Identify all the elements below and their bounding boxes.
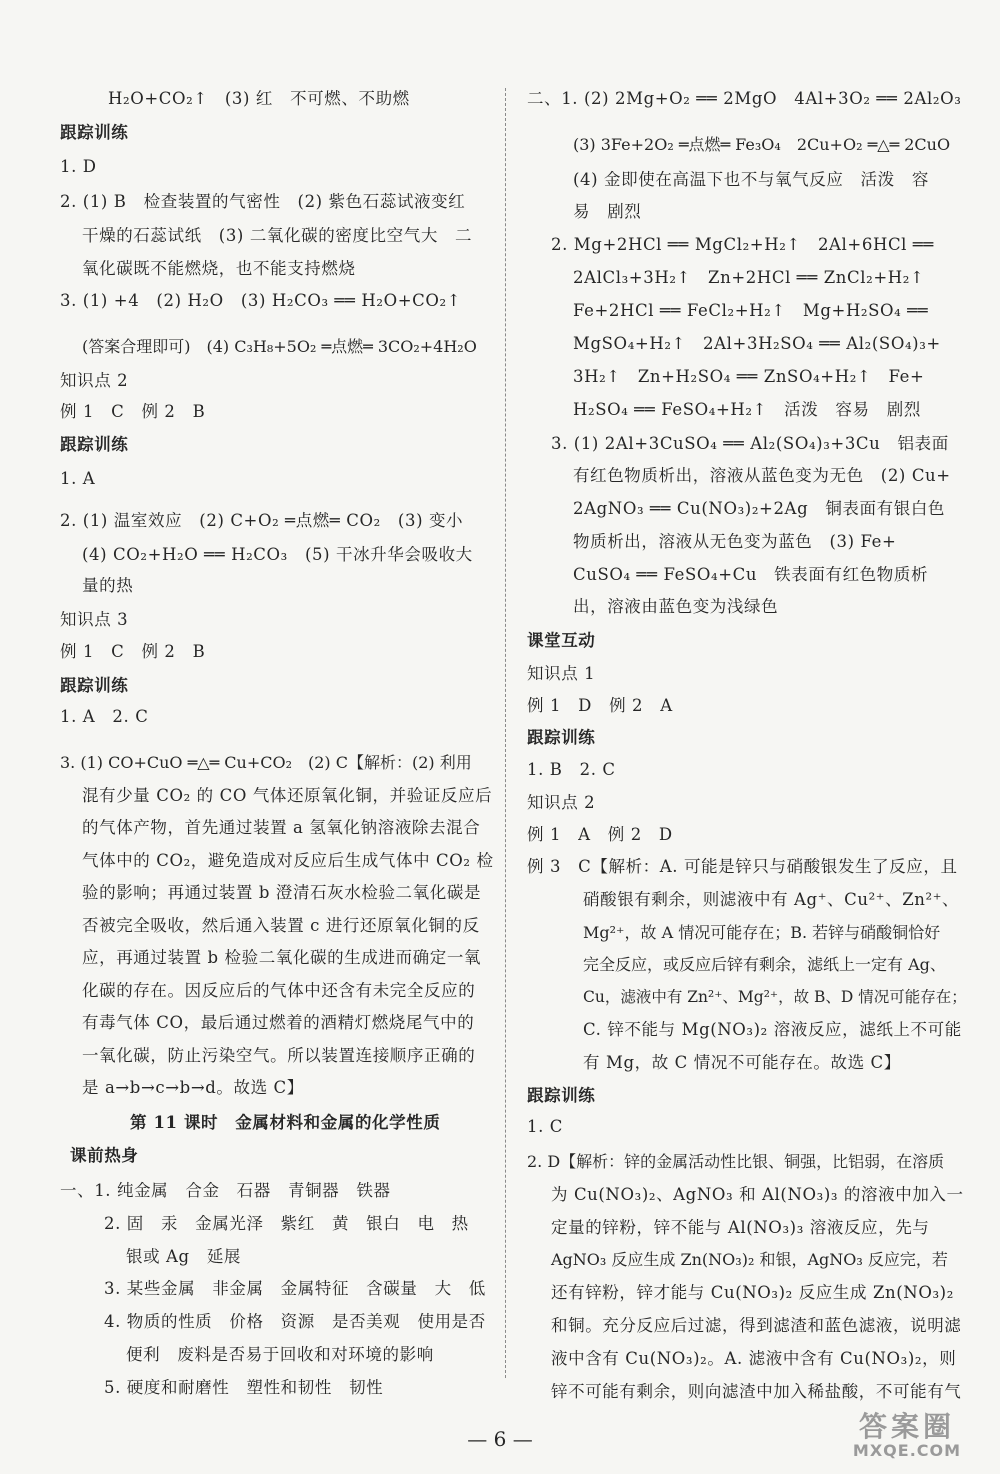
answer-line: 1. A [60, 469, 96, 488]
text-line: 有 Mg，故 C 情况不可能存在。故选 C】 [583, 1053, 901, 1072]
text-line: 混有少量 CO₂ 的 CO 气体还原氧化铜，并验证反应后 [82, 786, 493, 805]
column-divider [505, 88, 506, 1378]
text-line: Fe+2HCl ══ FeCl₂+H₂↑ Mg+H₂SO₄ ══ [573, 301, 929, 320]
text-line: 一氧化碳，防止污染空气。所以装置连接顺序正确的 [82, 1046, 476, 1065]
text-line: 便利 废料是否易于回收和对环境的影响 [126, 1345, 434, 1364]
subheading: 知识点 3 [60, 610, 129, 629]
text-line: 硝酸银有剩余，则滤液中有 Ag⁺、Cu²⁺、Zn²⁺、 [583, 890, 960, 909]
section-heading: 跟踪训练 [527, 728, 596, 747]
text-line: 的气体产物，首先通过装置 a 氢氧化钠溶液除去混合 [82, 818, 481, 837]
text-line: 否被完全吸收，然后通入装置 c 进行还原氧化铜的反 [82, 916, 480, 935]
answer-line: 1. B 2. C [527, 760, 616, 779]
section-heading: 课堂互动 [527, 631, 596, 650]
text-line: 2AgNO₃ ══ Cu(NO₃)₂+2Ag 铜表面有银白色 [573, 499, 946, 518]
answer-line: 例 1 A 例 2 D [527, 825, 673, 844]
answer-line: 3. (1) CO+CuO ═△═ Cu+CO₂ (2) C【解析：(2) 利用 [60, 753, 472, 772]
text-line: (4) CO₂+H₂O ══ H₂CO₃ (5) 干冰升华会吸收大 [82, 545, 473, 564]
answer-line: 4. 物质的性质 价格 资源 是否美观 使用是否 [104, 1312, 486, 1331]
text-line: (3) 3Fe+2O₂ ═点燃═ Fe₃O₄ 2Cu+O₂ ═△═ 2CuO [573, 135, 951, 154]
answer-line: 2. (1) 温室效应 (2) C+O₂ ═点燃═ CO₂ (3) 变小 [60, 511, 464, 530]
text-line: 验的影响；再通过装置 b 澄清石灰水检验二氧化碳是 [82, 883, 482, 902]
answer-line: 5. 硬度和耐磨性 塑性和韧性 韧性 [104, 1378, 384, 1397]
text-line: (答案合理即可) (4) C₃H₈+5O₂ ═点燃═ 3CO₂+4H₂O [82, 337, 477, 356]
text-line: 有红色物质析出，溶液从蓝色变为无色 (2) Cu+ [573, 466, 951, 485]
watermark-bottom: MXQE.COM [852, 1441, 962, 1460]
answer-line: 3. (1) 2Al+3CuSO₄ ══ Al₂(SO₄)₃+3Cu 铝表面 [551, 434, 949, 453]
text-line: AgNO₃ 反应生成 Zn(NO₃)₂ 和银，AgNO₃ 反应完，若 [551, 1250, 948, 1269]
answer-line: 例 1 C 例 2 B [60, 642, 206, 661]
text-line: 出，溶液由蓝色变为浅绿色 [573, 597, 779, 616]
text-line: 完全反应，或反应后锌有剩余，滤纸上一定有 Ag、 [583, 955, 946, 974]
answer-line: 1. C [527, 1117, 564, 1136]
section-heading: 跟踪训练 [60, 123, 129, 142]
text-line: 定量的锌粉，锌不能与 Al(NO₃)₃ 溶液反应，先与 [551, 1218, 930, 1237]
answer-line: 2. Mg+2HCl ══ MgCl₂+H₂↑ 2Al+6HCl ══ [551, 235, 934, 254]
answer-line: 2. (1) B 检查装置的气密性 (2) 紫色石蕊试液变红 [60, 192, 466, 211]
text-line: 锌不可能有剩余，则向滤渣中加入稀盐酸，不可能有气 [551, 1382, 962, 1401]
text-line: 和铜。充分反应后过滤，得到滤渣和蓝色滤液，说明滤 [551, 1316, 962, 1335]
text-line: 化碳的存在。因反应后的气体中还含有未完全反应的 [82, 981, 476, 1000]
answer-line: 1. A 2. C [60, 707, 149, 726]
text-line: (4) 金即使在高温下也不与氧气反应 活泼 容 [573, 170, 929, 189]
text-line: Cu，滤液中有 Zn²⁺、Mg²⁺，故 B、D 情况可能存在； [583, 988, 967, 1006]
text-line: 液中含有 Cu(NO₃)₂。A. 滤液中含有 Cu(NO₃)₂，则 [551, 1349, 957, 1368]
subheading: 知识点 2 [60, 371, 129, 390]
section-heading: 跟踪训练 [527, 1086, 596, 1105]
text-line: 干燥的石蕊试纸 (3) 二氧化碳的密度比空气大 二 [82, 226, 473, 245]
subheading: 知识点 2 [527, 793, 596, 812]
section-heading: 课前热身 [70, 1146, 139, 1165]
text-line: C. 锌不能与 Mg(NO₃)₂ 溶液反应，滤纸上不可能 [583, 1020, 962, 1039]
watermark-top: 答案圈 [858, 1410, 955, 1443]
answer-line: 二、1. (2) 2Mg+O₂ ══ 2MgO 4Al+3O₂ ══ 2Al₂O₃ [527, 89, 962, 108]
text-line: 还有锌粉，锌才能与 Cu(NO₃)₂ 反应生成 Zn(NO₃)₂ [551, 1283, 954, 1302]
page-number: — 6 — [467, 1427, 533, 1451]
text-line: MgSO₄+H₂↑ 2Al+3H₂SO₄ ══ Al₂(SO₄)₃+ [573, 334, 941, 353]
answer-line: 例 3 C【解析：A. 可能是锌只与硝酸银发生了反应，且 [527, 857, 958, 876]
text-line: Mg²⁺，故 A 情况可能存在；B. 若锌与硝酸铜恰好 [583, 923, 941, 942]
text-line: H₂SO₄ ══ FeSO₄+H₂↑ 活泼 容易 剧烈 [573, 400, 921, 419]
lesson-title: 第 11 课时 金属材料和金属的化学性质 [130, 1113, 441, 1132]
text-line: 应，再通过装置 b 检验二氧化碳的生成进而确定一氧 [82, 948, 482, 967]
text-line: CuSO₄ ══ FeSO₄+Cu 铁表面有红色物质析 [573, 565, 929, 584]
text-line: 物质析出，溶液从无色变为蓝色 (3) Fe+ [573, 532, 897, 551]
text-line: 是 a→b→c→b→d。故选 C】 [82, 1078, 304, 1097]
subheading: 知识点 1 [527, 664, 596, 683]
text-line: 量的热 [82, 576, 134, 595]
watermark-logo [832, 1412, 982, 1466]
answer-line: 2. D【解析：锌的金属活动性比银、铜强，比铝弱，在溶质 [527, 1152, 945, 1171]
text-line: 3H₂↑ Zn+H₂SO₄ ══ ZnSO₄+H₂↑ Fe+ [573, 367, 925, 386]
answer-line: 例 1 C 例 2 B [60, 402, 206, 421]
answer-line: 3. (1) +4 (2) H₂O (3) H₂CO₃ ══ H₂O+CO₂↑ [60, 291, 462, 310]
text-line: 2AlCl₃+3H₂↑ Zn+2HCl ══ ZnCl₂+H₂↑ [573, 268, 925, 287]
text-line: 银或 Ag 延展 [126, 1247, 242, 1266]
text-line: 氧化碳既不能燃烧，也不能支持燃烧 [82, 259, 356, 278]
text-line: 为 Cu(NO₃)₂、AgNO₃ 和 Al(NO₃)₃ 的溶液中加入一 [551, 1185, 964, 1204]
text-line: H₂O+CO₂↑ (3) 红 不可燃、不助燃 [108, 89, 410, 108]
answer-line: 3. 某些金属 非金属 金属特征 含碳量 大 低 [104, 1279, 486, 1298]
text-line: 气体中的 CO₂，避免造成对反应后生成气体中 CO₂ 检 [82, 851, 494, 870]
section-heading: 跟踪训练 [60, 676, 129, 695]
text-line: 易 剧烈 [573, 202, 642, 221]
answer-line: 2. 固 汞 金属光泽 紫红 黄 银白 电 热 [104, 1214, 469, 1233]
answer-line: 例 1 D 例 2 A [527, 696, 673, 715]
answer-line: 一、1. 纯金属 合金 石器 青铜器 铁器 [60, 1181, 391, 1200]
section-heading: 跟踪训练 [60, 435, 129, 454]
text-line: 有毒气体 CO，最后通过燃着的酒精灯燃烧尾气中的 [82, 1013, 475, 1032]
answer-line: 1. D [60, 157, 97, 176]
